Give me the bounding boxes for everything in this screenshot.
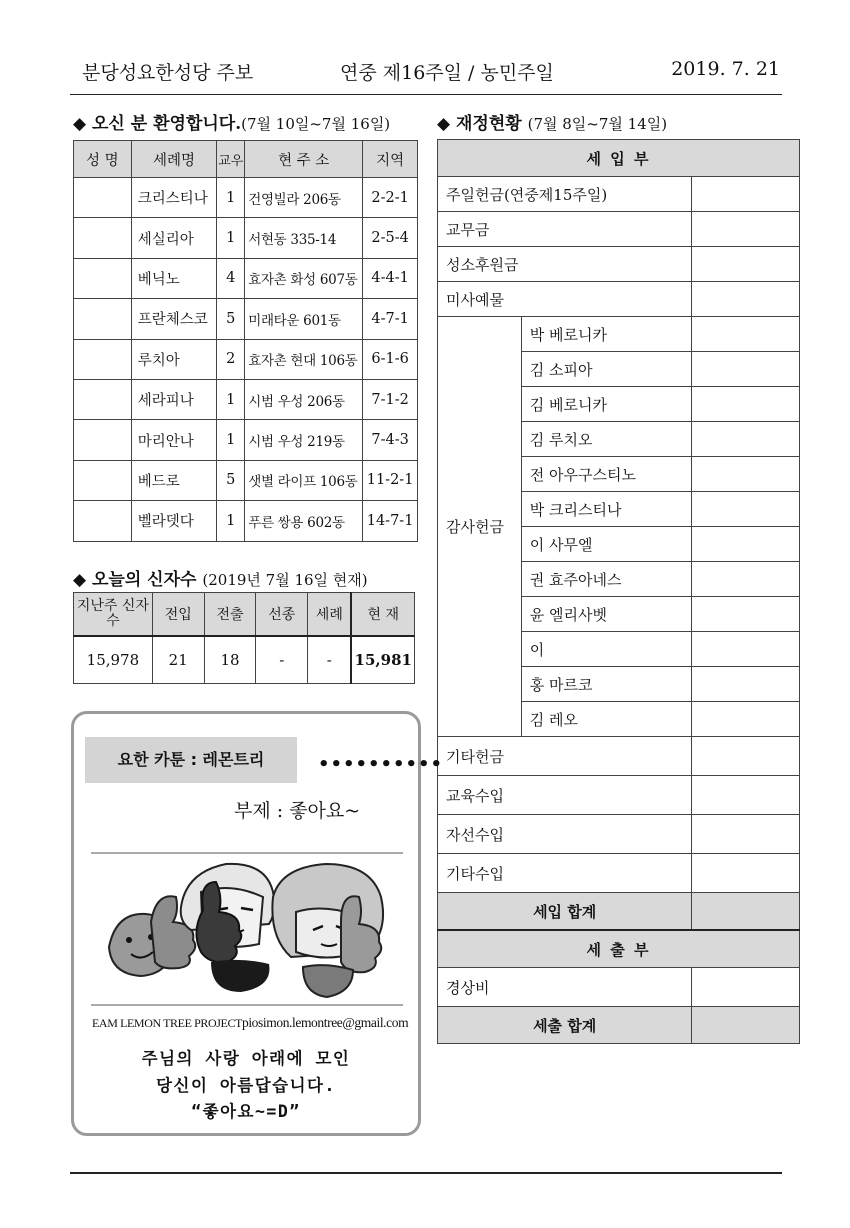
deceased-value: - xyxy=(256,636,308,684)
income-total-amount xyxy=(692,893,800,931)
believers-period: (2019년 7월 16일 현재) xyxy=(202,571,368,589)
amount-cell xyxy=(692,422,800,457)
count-cell: 1 xyxy=(217,379,245,419)
finance-title xyxy=(437,109,667,134)
area-cell: 7-4-3 xyxy=(363,420,418,460)
table-row xyxy=(438,815,800,854)
page-header xyxy=(70,56,782,95)
income-label: 교무금 xyxy=(438,212,692,247)
name-cell xyxy=(74,218,132,258)
amount-cell xyxy=(692,352,800,387)
table-row xyxy=(74,178,418,218)
col-area: 지역 xyxy=(363,141,418,178)
baptismal-cell: 세실리아 xyxy=(131,218,217,258)
baptismal-cell: 루치아 xyxy=(131,339,217,379)
amount-cell xyxy=(692,562,800,597)
baptismal-cell: 베드로 xyxy=(131,460,217,500)
finance-table xyxy=(437,139,800,1044)
address-cell: 건영빌라 206동 xyxy=(245,178,363,218)
name-cell xyxy=(74,258,132,298)
parish-name: 분당성요한성당 주보 xyxy=(82,62,254,84)
table-row xyxy=(74,379,418,419)
welcome-period: (7월 10일~7월 16일) xyxy=(241,115,391,133)
col-baptismal: 세례명 xyxy=(131,141,217,178)
income-label: 기타수입 xyxy=(438,854,692,893)
thanks-offering-label: 감사헌금 xyxy=(438,317,522,737)
address-cell: 효자촌 화성 607동 xyxy=(245,258,363,298)
amount-cell xyxy=(692,177,800,212)
name-cell xyxy=(74,420,132,460)
amount-cell xyxy=(692,282,800,317)
liturgical-week: 연중 제16주일 / 농민주일 xyxy=(340,62,554,84)
address-cell: 시범 우성 219동 xyxy=(245,420,363,460)
table-row xyxy=(74,501,418,541)
baptism-value: - xyxy=(308,636,352,684)
col-address: 현 주 소 xyxy=(245,141,363,178)
area-cell: 2-5-4 xyxy=(363,218,418,258)
area-cell: 4-7-1 xyxy=(363,299,418,339)
cartoon-box xyxy=(71,711,444,1136)
finance-title-text: ◆ 재정현황 xyxy=(437,114,522,134)
area-cell: 2-2-1 xyxy=(363,178,418,218)
amount-cell xyxy=(692,457,800,492)
credit-project: EAM LEMON TREE PROJECT xyxy=(92,1016,242,1030)
amount-cell xyxy=(692,968,800,1007)
expense-header-row xyxy=(438,930,800,968)
baptismal-cell: 세라피나 xyxy=(131,379,217,419)
income-total-row xyxy=(438,893,800,931)
col-transfer-in: 전입 xyxy=(152,593,204,637)
cartoon-subtitle: 부제 : 좋아요~ xyxy=(234,800,361,822)
believers-value-row xyxy=(74,636,415,684)
name-cell xyxy=(74,178,132,218)
welcome-table xyxy=(73,140,418,542)
count-cell: 1 xyxy=(217,501,245,541)
expense-total-label: 세출 합계 xyxy=(438,1007,692,1044)
welcome-header-row xyxy=(74,141,418,178)
table-row xyxy=(74,420,418,460)
donor-name: 전 아우구스티노 xyxy=(521,457,692,492)
amount-cell xyxy=(692,387,800,422)
baptismal-cell: 마리안나 xyxy=(131,420,217,460)
last-week-value: 15,978 xyxy=(74,636,153,684)
name-cell xyxy=(74,339,132,379)
amount-cell xyxy=(692,702,800,737)
dotted-leader: •••••••••• xyxy=(318,754,444,775)
donor-name: 권 효주아네스 xyxy=(521,562,692,597)
table-row xyxy=(74,258,418,298)
transfer-out-value: 18 xyxy=(204,636,256,684)
donor-name: 홍 마르코 xyxy=(521,667,692,702)
table-row xyxy=(74,339,418,379)
baptismal-cell: 프란체스코 xyxy=(131,299,217,339)
count-cell: 2 xyxy=(217,339,245,379)
believers-title-text: ◆ 오늘의 신자수 xyxy=(73,570,197,590)
expense-total-row xyxy=(438,1007,800,1044)
expense-header: 세 출 부 xyxy=(438,930,800,968)
name-cell xyxy=(74,379,132,419)
donor-name: 이 사무엘 xyxy=(521,527,692,562)
count-cell: 1 xyxy=(217,420,245,460)
address-cell: 효자촌 현대 106동 xyxy=(245,339,363,379)
table-row xyxy=(74,218,418,258)
income-label: 미사예물 xyxy=(438,282,692,317)
income-total-label: 세입 합계 xyxy=(438,893,692,931)
welcome-title-text: ◆ 오신 분 환영합니다. xyxy=(73,114,242,134)
count-cell: 5 xyxy=(217,299,245,339)
transfer-in-value: 21 xyxy=(152,636,204,684)
table-row xyxy=(438,968,800,1007)
col-current: 현 재 xyxy=(351,593,414,637)
cartoon-tag: 요한 카툰 : 레몬트리 xyxy=(85,737,297,783)
believers-header-row xyxy=(74,593,415,637)
cartoon-credit xyxy=(92,1015,408,1031)
believers-title xyxy=(73,565,368,590)
income-label: 주일헌금(연중제15주일) xyxy=(438,177,692,212)
name-cell xyxy=(74,460,132,500)
donor-name: 김 베로니카 xyxy=(521,387,692,422)
table-row xyxy=(74,460,418,500)
amount-cell xyxy=(692,737,800,776)
area-cell: 4-4-1 xyxy=(363,258,418,298)
income-label: 성소후원금 xyxy=(438,247,692,282)
amount-cell xyxy=(692,247,800,282)
caption-line-2: 당신이 아름답습니다. xyxy=(156,1076,336,1095)
donor-name: 박 크리스티나 xyxy=(521,492,692,527)
table-row xyxy=(438,247,800,282)
income-label: 교육수입 xyxy=(438,776,692,815)
caption-line-3: “좋아요~=D” xyxy=(191,1102,301,1121)
table-row xyxy=(438,854,800,893)
caption-line-1: 주님의 사랑 아래에 모인 xyxy=(141,1049,351,1068)
count-cell: 1 xyxy=(217,178,245,218)
amount-cell xyxy=(692,776,800,815)
donor-name: 이 xyxy=(521,632,692,667)
donor-name: 윤 엘리사벳 xyxy=(521,597,692,632)
lemon-tree-cartoon-illustration xyxy=(91,852,403,1007)
income-header: 세 입 부 xyxy=(438,140,800,177)
income-label: 자선수입 xyxy=(438,815,692,854)
area-cell: 11-2-1 xyxy=(363,460,418,500)
amount-cell xyxy=(692,492,800,527)
address-cell: 푸른 쌍용 602동 xyxy=(245,501,363,541)
col-deceased: 선종 xyxy=(256,593,308,637)
amount-cell xyxy=(692,317,800,352)
income-header-row xyxy=(438,140,800,177)
col-name: 성 명 xyxy=(74,141,132,178)
address-cell: 샛별 라이프 106동 xyxy=(245,460,363,500)
name-cell xyxy=(74,299,132,339)
table-row xyxy=(438,177,800,212)
col-count: 교우 xyxy=(217,141,245,178)
amount-cell xyxy=(692,667,800,702)
area-cell: 14-7-1 xyxy=(363,501,418,541)
amount-cell xyxy=(692,597,800,632)
donor-name: 박 베로니카 xyxy=(521,317,692,352)
col-transfer-out: 전출 xyxy=(204,593,256,637)
col-last-week: 지난주 신자수 xyxy=(74,593,153,637)
count-cell: 1 xyxy=(217,218,245,258)
expense-label: 경상비 xyxy=(438,968,692,1007)
count-cell: 5 xyxy=(217,460,245,500)
name-cell xyxy=(74,501,132,541)
table-row xyxy=(438,737,800,776)
current-value: 15,981 xyxy=(351,636,414,684)
bulletin-date: 2019. 7. 21 xyxy=(671,58,780,80)
welcome-title xyxy=(73,109,390,134)
address-cell: 미래타운 601동 xyxy=(245,299,363,339)
area-cell: 7-1-2 xyxy=(363,379,418,419)
donor-name: 김 레오 xyxy=(521,702,692,737)
table-row xyxy=(438,317,800,352)
baptismal-cell: 크리스티나 xyxy=(131,178,217,218)
believers-table xyxy=(73,592,415,684)
count-cell: 4 xyxy=(217,258,245,298)
income-label: 기타헌금 xyxy=(438,737,692,776)
footer-divider xyxy=(70,1172,782,1174)
table-row xyxy=(438,212,800,247)
address-cell: 서현동 335-14 xyxy=(245,218,363,258)
donor-name: 김 루치오 xyxy=(521,422,692,457)
table-row xyxy=(438,282,800,317)
amount-cell xyxy=(692,212,800,247)
table-row xyxy=(74,299,418,339)
col-baptism: 세례 xyxy=(308,593,352,637)
expense-total-amount xyxy=(692,1007,800,1044)
amount-cell xyxy=(692,527,800,562)
amount-cell xyxy=(692,632,800,667)
area-cell: 6-1-6 xyxy=(363,339,418,379)
amount-cell xyxy=(692,854,800,893)
credit-email: piosimon.lemontree@gmail.com xyxy=(241,1015,409,1030)
baptismal-cell: 베닉노 xyxy=(131,258,217,298)
table-row xyxy=(438,776,800,815)
amount-cell xyxy=(692,815,800,854)
address-cell: 시범 우성 206동 xyxy=(245,379,363,419)
baptismal-cell: 벨라뎃다 xyxy=(131,501,217,541)
donor-name: 김 소피아 xyxy=(521,352,692,387)
finance-period: (7월 8일~7월 14일) xyxy=(527,115,668,133)
